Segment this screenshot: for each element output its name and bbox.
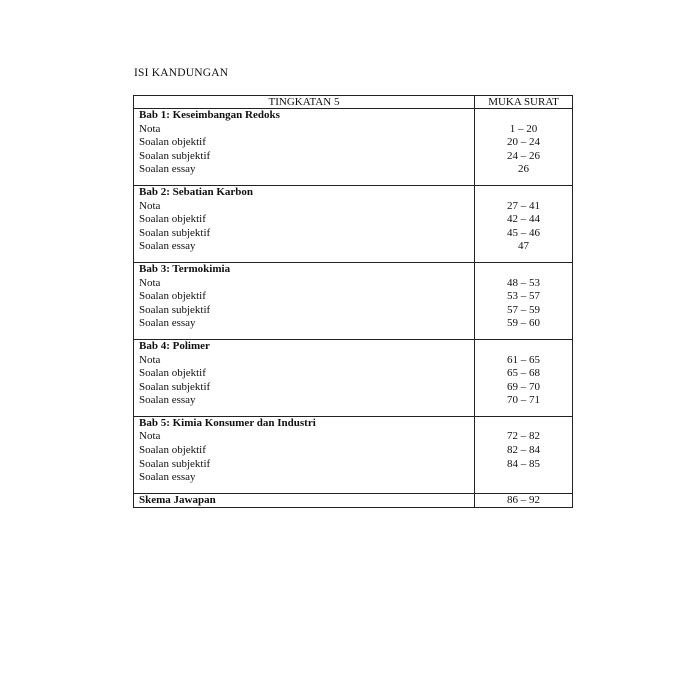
- chapter-row: [134, 340, 572, 417]
- item-label: Soalan subjektif: [139, 226, 211, 239]
- item-label: Nota: [139, 353, 161, 366]
- column-header-level: TINGKATAN 5: [134, 96, 475, 108]
- chapter-title: Bab 4: Polimer: [139, 339, 210, 352]
- chapter-title: Bab 5: Kimia Konsumer dan Industri: [139, 416, 316, 429]
- table-header-row: [134, 96, 572, 109]
- chapter-title: Bab 3: Termokimia: [139, 262, 231, 275]
- item-pages: 42 – 44: [507, 213, 540, 226]
- chapter-row: [134, 417, 572, 494]
- item-pages: 1 – 20: [509, 122, 538, 135]
- item-pages: 48 – 53: [507, 276, 540, 289]
- item-pages: [475, 471, 572, 485]
- item-label: Nota: [139, 122, 161, 135]
- item-pages: 61 – 65: [507, 353, 540, 366]
- item-label: Soalan essay: [139, 394, 196, 407]
- answer-scheme-label: Skema Jawapan: [139, 493, 216, 506]
- item-label: Soalan essay: [139, 163, 196, 176]
- item-pages: 84 – 85: [507, 457, 540, 470]
- item-label: Soalan essay: [139, 471, 196, 484]
- item-label: Soalan objektif: [139, 367, 206, 380]
- item-label: Soalan subjektif: [139, 303, 211, 316]
- chapter-row: [134, 186, 572, 263]
- item-label: Soalan objektif: [139, 444, 206, 457]
- chapter-row: [134, 109, 572, 186]
- item-label: Soalan objektif: [139, 213, 206, 226]
- item-pages: 24 – 26: [507, 149, 540, 162]
- item-pages: 20 – 24: [507, 136, 540, 149]
- item-label: Soalan subjektif: [139, 149, 211, 162]
- item-label: Soalan essay: [139, 240, 196, 253]
- item-pages: 26: [518, 163, 529, 176]
- item-label: Nota: [139, 276, 161, 289]
- item-label: Soalan essay: [139, 317, 196, 330]
- item-pages: 57 – 59: [507, 303, 540, 316]
- item-pages: 47: [518, 240, 529, 253]
- item-pages: 59 – 60: [507, 317, 540, 330]
- chapter-title: Bab 1: Keseimbangan Redoks: [139, 109, 280, 121]
- document-heading: ISI KANDUNGAN: [134, 67, 229, 79]
- answer-scheme-pages: 86 – 92: [507, 493, 540, 506]
- column-header-page: MUKA SURAT: [488, 96, 559, 108]
- item-label: Nota: [139, 199, 161, 212]
- item-label: Soalan subjektif: [139, 457, 211, 470]
- answer-scheme-row: [134, 494, 572, 508]
- chapter-title: Bab 2: Sebatian Karbon: [139, 185, 253, 198]
- item-pages: 72 – 82: [507, 430, 540, 443]
- item-label: Nota: [139, 430, 161, 443]
- item-label: Soalan objektif: [139, 290, 206, 303]
- item-pages: 70 – 71: [507, 394, 540, 407]
- item-pages: 69 – 70: [507, 380, 540, 393]
- item-pages: 82 – 84: [507, 444, 540, 457]
- table-of-contents: [133, 95, 573, 508]
- item-pages: 53 – 57: [507, 290, 540, 303]
- item-pages: 45 – 46: [507, 226, 540, 239]
- item-pages: 65 – 68: [507, 367, 540, 380]
- item-label: Soalan objektif: [139, 136, 206, 149]
- item-pages: 27 – 41: [507, 199, 540, 212]
- chapter-row: [134, 263, 572, 340]
- item-label: Soalan subjektif: [139, 380, 211, 393]
